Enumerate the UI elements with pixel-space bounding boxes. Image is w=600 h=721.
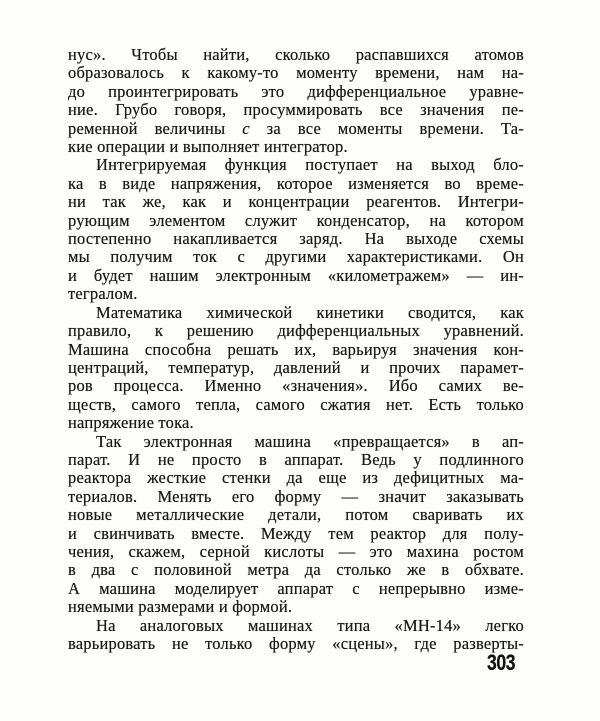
text-line bbox=[68, 83, 524, 101]
text-line bbox=[68, 414, 524, 432]
text-line bbox=[68, 506, 524, 524]
paragraph bbox=[68, 617, 524, 654]
text-line bbox=[68, 598, 524, 616]
text-line bbox=[68, 635, 524, 653]
text-segment: постепенно накапливается заряд. На выходе схемы bbox=[68, 229, 524, 249]
text-segment: Машина способна решать их, варьируя значения кон- bbox=[68, 339, 524, 359]
text-line bbox=[68, 120, 524, 138]
text-segment: до проинтегрировать это дифференциальное уравне- bbox=[68, 81, 524, 101]
text-segment: рующим элементом служит конденсатор, на котором bbox=[68, 210, 524, 230]
text-line bbox=[68, 617, 524, 635]
text-segment: ка в виде напряжения, которое изменяется во време- bbox=[68, 173, 524, 193]
text-line bbox=[68, 267, 524, 285]
text-segment: и будет нашим электронным «километражем» — ин- bbox=[68, 265, 524, 285]
italic-variable: с bbox=[242, 118, 250, 138]
text-segment: тегралом. bbox=[68, 284, 138, 304]
text-segment: образовалось к какому-то моменту времени, нам на- bbox=[68, 63, 524, 83]
text-segment: ние. Грубо говоря, просуммировать все значения пе- bbox=[68, 100, 524, 120]
text-segment: териалов. Менять его форму — значит заказывать bbox=[68, 486, 524, 506]
text-segment: чения, скажем, серной кислоты — это махина ростом bbox=[68, 541, 524, 561]
text-line bbox=[68, 46, 524, 64]
text-segment: правило, к решению дифференциальных уравнений. bbox=[68, 321, 524, 341]
text-line bbox=[68, 212, 524, 230]
text-segment: парат. И не просто в аппарат. Ведь у подлинного bbox=[68, 449, 524, 469]
text-line bbox=[68, 230, 524, 248]
paragraph bbox=[68, 156, 524, 303]
text-line bbox=[68, 469, 524, 487]
text-segment: и свинчивать вместе. Между тем реактор для полу- bbox=[68, 523, 524, 543]
text-line bbox=[68, 359, 524, 377]
text-line bbox=[68, 156, 524, 174]
paragraph bbox=[68, 46, 524, 156]
text-segment: центраций, температур, давлений и прочих парамет- bbox=[68, 357, 524, 377]
text-segment: напряжение тока. bbox=[68, 413, 194, 433]
text-line bbox=[68, 248, 524, 266]
text-segment: варьировать не только форму «сцены», где разверты- bbox=[68, 634, 524, 653]
text-segment: няемыми размерами и формой. bbox=[68, 597, 293, 617]
text-segment: Так электронная машина «превращается» в ап- bbox=[96, 431, 524, 451]
text-line bbox=[68, 433, 524, 451]
text-line bbox=[68, 525, 524, 543]
text-segment: Интегрируемая функция поступает на выход бло- bbox=[96, 155, 524, 175]
text-segment: А машина моделирует аппарат с непрерывно изме- bbox=[68, 578, 524, 598]
text-line bbox=[68, 488, 524, 506]
text-line bbox=[68, 193, 524, 211]
text-segment: Математика химической кинетики сводится, как bbox=[96, 302, 524, 322]
text-segment: мы получим ток с другими характеристиками. Он bbox=[68, 247, 524, 267]
paragraph bbox=[68, 304, 524, 433]
text-segment: кие операции и выполняет интегратор. bbox=[68, 137, 348, 157]
text-segment: реактора жесткие стенки да еще из дефицитных ма- bbox=[68, 468, 524, 488]
text-line bbox=[68, 580, 524, 598]
text-block bbox=[68, 46, 524, 653]
text-segment: ременной величины bbox=[68, 118, 243, 138]
text-line bbox=[68, 304, 524, 322]
text-segment: за все моменты времени. Та- bbox=[249, 118, 524, 138]
text-segment: ни так же, как и концентрации реагентов. Интегри- bbox=[68, 192, 524, 212]
text-line bbox=[68, 396, 524, 414]
text-line bbox=[68, 322, 524, 340]
paragraph bbox=[68, 433, 524, 617]
text-line bbox=[68, 64, 524, 82]
page-number: 303 bbox=[487, 650, 516, 675]
text-segment: нус». Чтобы найти, сколько распавшихся атомов bbox=[68, 45, 524, 64]
text-segment: новые металлические детали, потом сваривать их bbox=[68, 505, 524, 525]
text-segment: в два с половиной метра да столько же в обхвате. bbox=[68, 560, 524, 580]
text-line bbox=[68, 138, 524, 156]
text-segment: На аналоговых машинах типа «МН-14» легко bbox=[96, 615, 524, 635]
text-segment: ществ, самого тепла, самого сжатия нет. Есть только bbox=[68, 394, 524, 414]
text-line bbox=[68, 451, 524, 469]
text-line bbox=[68, 285, 524, 303]
text-line bbox=[68, 561, 524, 579]
text-segment: ров процесса. Именно «значения». Ибо самих ве- bbox=[68, 376, 524, 396]
text-line bbox=[68, 101, 524, 119]
text-line bbox=[68, 341, 524, 359]
text-line bbox=[68, 175, 524, 193]
text-line bbox=[68, 543, 524, 561]
text-line bbox=[68, 377, 524, 395]
